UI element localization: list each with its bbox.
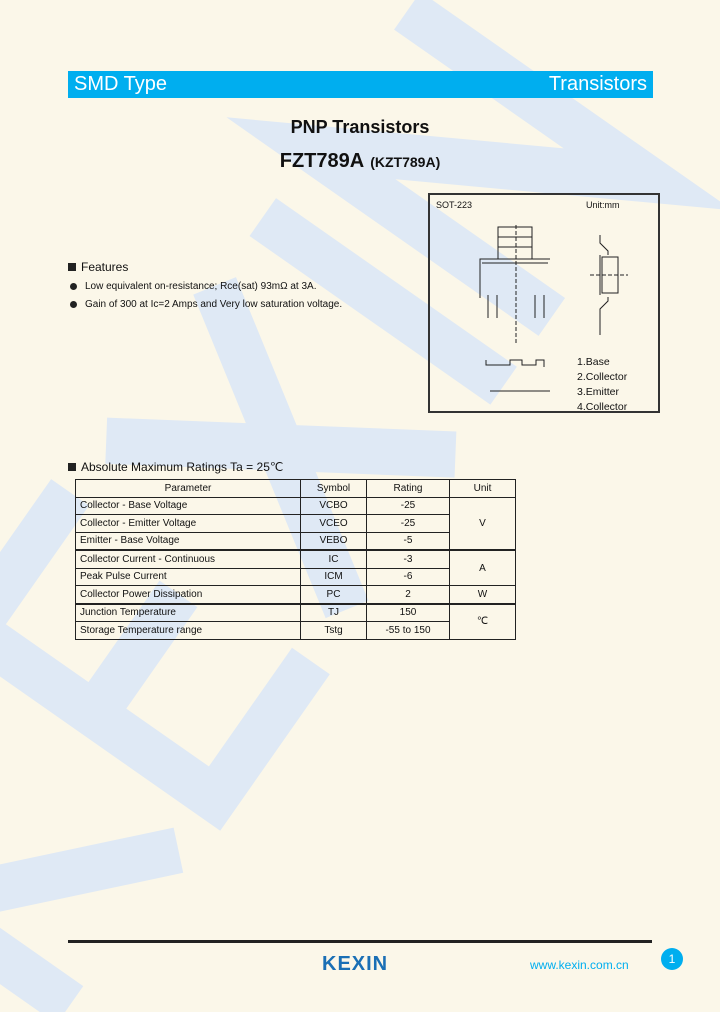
table-row — [76, 586, 516, 604]
table-row — [76, 604, 516, 622]
features-heading — [68, 260, 128, 274]
cell: Collector Power Dissipation — [76, 586, 301, 604]
feature-item: Gain of 300 at Ic=2 Amps and Very low saturation voltage. — [70, 299, 342, 310]
cell: IC — [301, 550, 367, 568]
cell: W — [450, 586, 516, 604]
cell: Collector - Emitter Voltage — [76, 515, 301, 533]
features-label: Features — [81, 260, 129, 274]
pin-label: 2.Collector — [577, 371, 628, 383]
cell: TJ — [301, 604, 367, 622]
cell: Tstg — [301, 622, 367, 640]
cell: VCBO — [301, 497, 367, 515]
cell: Storage Temperature range — [76, 622, 301, 640]
cell: ICM — [301, 568, 367, 586]
cell: -3 — [367, 550, 450, 568]
package-drawing — [428, 193, 660, 413]
col-header: Parameter — [76, 480, 301, 498]
header-banner — [68, 71, 653, 98]
cell: 2 — [367, 586, 450, 604]
part-name: FZT789A — [279, 150, 365, 172]
cell: -25 — [367, 515, 450, 533]
ratings-heading — [68, 460, 283, 474]
header-left: SMD Type — [74, 73, 167, 95]
cell: Peak Pulse Current — [76, 568, 301, 586]
kexin-logo: KEXIN — [322, 953, 389, 975]
unit-label: Unit:mm — [586, 200, 620, 210]
cell: -5 — [367, 532, 450, 550]
ratings-label: Absolute Maximum Ratings Ta = 25℃ — [81, 460, 284, 474]
col-header: Rating — [367, 480, 450, 498]
header-right: Transistors — [548, 73, 647, 95]
cell: Collector - Base Voltage — [76, 497, 301, 515]
cell: VEBO — [301, 532, 367, 550]
website-link[interactable]: www.kexin.com.cn — [530, 958, 629, 972]
pin-label: 4.Collector — [577, 401, 628, 413]
pin-label: 3.Emitter — [577, 386, 620, 398]
page-number-badge: 1 — [661, 948, 683, 970]
cell: ℃ — [450, 604, 516, 640]
cell: V — [450, 497, 516, 550]
footer-rule — [68, 940, 652, 943]
square-bullet-icon — [68, 263, 76, 271]
cell: 150 — [367, 604, 450, 622]
cell: VCEO — [301, 515, 367, 533]
cell: Junction Temperature — [76, 604, 301, 622]
col-header: Symbol — [301, 480, 367, 498]
cell: A — [450, 550, 516, 586]
package-name: SOT-223 — [436, 200, 473, 210]
cell: -6 — [367, 568, 450, 586]
square-bullet-icon — [68, 463, 76, 471]
cell: -55 to 150 — [367, 622, 450, 640]
cell: Emitter - Base Voltage — [76, 532, 301, 550]
pin-label: 1.Base — [577, 356, 610, 368]
col-header: Unit — [450, 480, 516, 498]
cell: Collector Current - Continuous — [76, 550, 301, 568]
page-title: PNP Transistors — [290, 117, 430, 137]
cell: -25 — [367, 497, 450, 515]
table-header — [76, 480, 516, 498]
ratings-table — [75, 479, 516, 640]
cell: PC — [301, 586, 367, 604]
table-row — [76, 550, 516, 568]
alt-part: (KZT789A) — [370, 154, 441, 170]
pin-legend — [577, 355, 627, 415]
feature-item: Low equivalent on-resistance; Rce(sat) 93mΩ at 3A. — [70, 281, 316, 292]
part-number — [0, 150, 720, 173]
table-row — [76, 497, 516, 515]
